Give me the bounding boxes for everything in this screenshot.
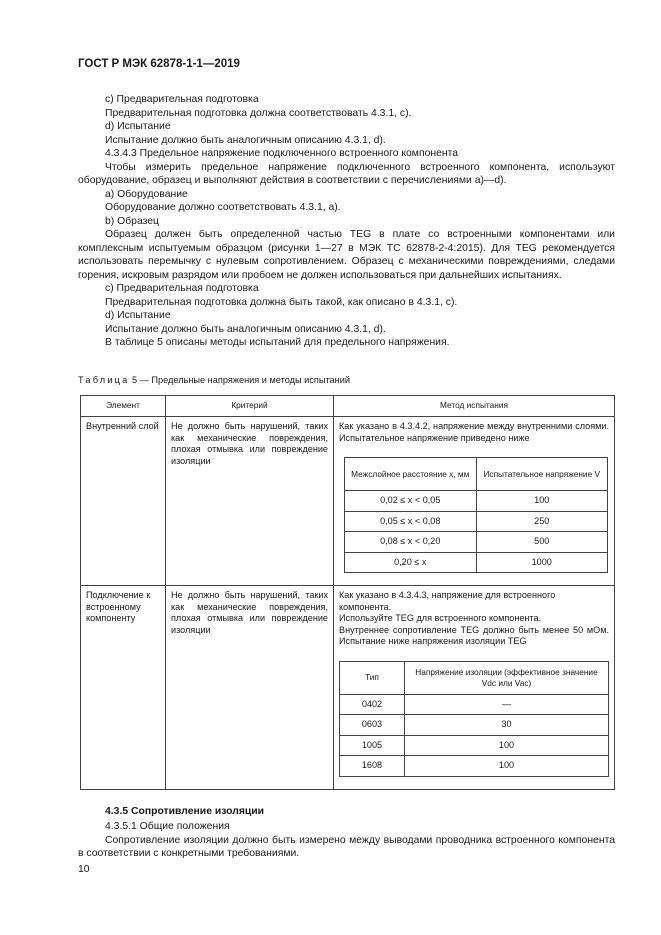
inner-row bbox=[340, 715, 609, 736]
paragraph: В таблице 5 описаны методы испытаний для предельного напряжения. bbox=[105, 337, 450, 348]
table-row bbox=[81, 417, 615, 586]
paragraph: Сопротивление изоляции должно быть измерено между выводами проводника встроенного компонента в соответствии с конкретными требованиями. bbox=[78, 834, 615, 859]
cell-element: Подключение к встроенному компоненту bbox=[81, 586, 166, 790]
inner-row bbox=[340, 756, 609, 777]
inner-row bbox=[345, 532, 608, 553]
inner-cell: 100 bbox=[405, 735, 609, 756]
inner-cell: 500 bbox=[476, 532, 608, 553]
inner-header-insulation-voltage: Напряжение изоляции (эффективное значение Vdc или Vac) bbox=[405, 661, 609, 694]
inner-table-interlayer bbox=[344, 457, 608, 573]
inner-header-voltage: Испытательное напряжение V bbox=[476, 458, 608, 491]
inner-row bbox=[340, 694, 609, 715]
table-caption bbox=[78, 375, 350, 385]
paragraph: Испытание должно быть аналогичным описанию 4.3.1, d). bbox=[105, 134, 386, 146]
paragraph: c) Предварительная подготовка bbox=[105, 283, 259, 294]
paragraph: Предварительная подготовка должна быть такой, как описано в 4.3.1, c). bbox=[105, 296, 458, 308]
inner-cell: 100 bbox=[476, 491, 608, 512]
table-caption-text: 5 — Предельные напряжения и методы испытаний bbox=[132, 375, 350, 385]
inner-cell: — bbox=[405, 694, 609, 715]
column-header-criterion: Критерий bbox=[166, 396, 334, 417]
inner-table-component bbox=[339, 661, 609, 777]
inner-cell: 1608 bbox=[340, 756, 405, 777]
inner-cell: 0,08 ≤ x < 0,20 bbox=[345, 532, 477, 553]
inner-row bbox=[340, 735, 609, 756]
body-text-bottom bbox=[78, 820, 615, 861]
inner-cell: 0,05 ≤ x < 0,08 bbox=[345, 511, 477, 532]
inner-cell: 0402 bbox=[340, 694, 405, 715]
cell-criterion: Не должно быть нарушений, таких как механические повреждения, плохая отмывка или повреждение изоляции bbox=[166, 586, 334, 790]
table-caption-label: Таблица bbox=[78, 375, 130, 385]
section-heading: 4.3.5 Сопротивление изоляции bbox=[105, 806, 265, 817]
inner-cell: 100 bbox=[405, 756, 609, 777]
inner-cell: 1005 bbox=[340, 735, 405, 756]
cell-element: Внутренний слой bbox=[81, 417, 166, 586]
method-line: Как указано в 4.3.4.3, напряжение для встроенного компонента. bbox=[339, 590, 556, 612]
paragraph: Испытание должно быть аналогичным описанию 4.3.1, d). bbox=[105, 323, 386, 335]
paragraph: a) Оборудование bbox=[105, 188, 188, 200]
body-text-top bbox=[78, 93, 615, 350]
subsection-heading: 4.3.5.1 Общие положения bbox=[105, 821, 230, 832]
cell-criterion: Не должно быть нарушений, таких как механические повреждения, плохая отмывка или повреждение изоляции bbox=[166, 417, 334, 586]
subsection-heading: 4.3.4.3 Предельное напряжение подключенного встроенного компонента bbox=[105, 148, 459, 159]
column-header-element: Элемент bbox=[81, 396, 166, 417]
inner-row bbox=[345, 491, 608, 512]
inner-cell: 0,02 ≤ x < 0,05 bbox=[345, 491, 477, 512]
paragraph: Предварительная подготовка должна соответствовать 4.3.1, c). bbox=[105, 107, 412, 119]
paragraph: Оборудование должно соответствовать 4.3.1, a). bbox=[105, 202, 341, 213]
method-line: Внутреннее сопротивление TEG должно быть менее 50 мОм. Испытание ниже напряжения изоляции TEG bbox=[339, 624, 609, 646]
method-line: Используйте TEG для встроенного компонента. bbox=[339, 613, 542, 623]
inner-header-distance: Межслойное расстояние x, мм bbox=[345, 458, 477, 491]
inner-header-type: Тип bbox=[340, 661, 405, 694]
paragraph: d) Испытание bbox=[105, 310, 171, 321]
cell-method bbox=[334, 586, 615, 790]
inner-cell: 0,20 ≤ x bbox=[345, 552, 477, 573]
paragraph: Чтобы измерить предельное напряжение подключенного встроенного компонента, используют оборудование, образец и выполняют действия в соответствии с перечислениями a)—d). bbox=[78, 161, 615, 186]
inner-row bbox=[345, 511, 608, 532]
inner-cell: 30 bbox=[405, 715, 609, 736]
document-header: ГОСТ Р МЭК 62878-1-1—2019 bbox=[78, 58, 240, 70]
limit-voltage-table bbox=[80, 395, 615, 790]
paragraph: Образец должен быть определенной частью TEG в плате со встроенными компонентами или комплексным испытуемым образцом (рисунки 1—27 в МЭК ТС 62878-2-4:2015). Для TEG рекомендуется использовать перемычку с нулевым сопротивлением. Образец с механическими повреждениями, следами горения, искровым разрядом или пробоем не должен использоваться при дальнейших испытаниях. bbox=[78, 229, 615, 281]
inner-cell: 1000 bbox=[476, 552, 608, 573]
paragraph: b) Образец bbox=[105, 215, 159, 227]
table-header-row bbox=[81, 396, 615, 417]
paragraph: c) Предварительная подготовка bbox=[105, 94, 259, 105]
paragraph: d) Испытание bbox=[105, 121, 171, 132]
method-text: Как указано в 4.3.4.2, напряжение между внутренними слоями. Испытательное напряжение приведено ниже bbox=[339, 421, 609, 443]
inner-cell: 250 bbox=[476, 511, 608, 532]
column-header-method: Метод испытания bbox=[334, 396, 615, 417]
inner-cell: 0603 bbox=[340, 715, 405, 736]
table-row bbox=[81, 586, 615, 790]
inner-row bbox=[345, 552, 608, 573]
page-number: 10 bbox=[78, 864, 90, 875]
cell-method bbox=[334, 417, 615, 586]
